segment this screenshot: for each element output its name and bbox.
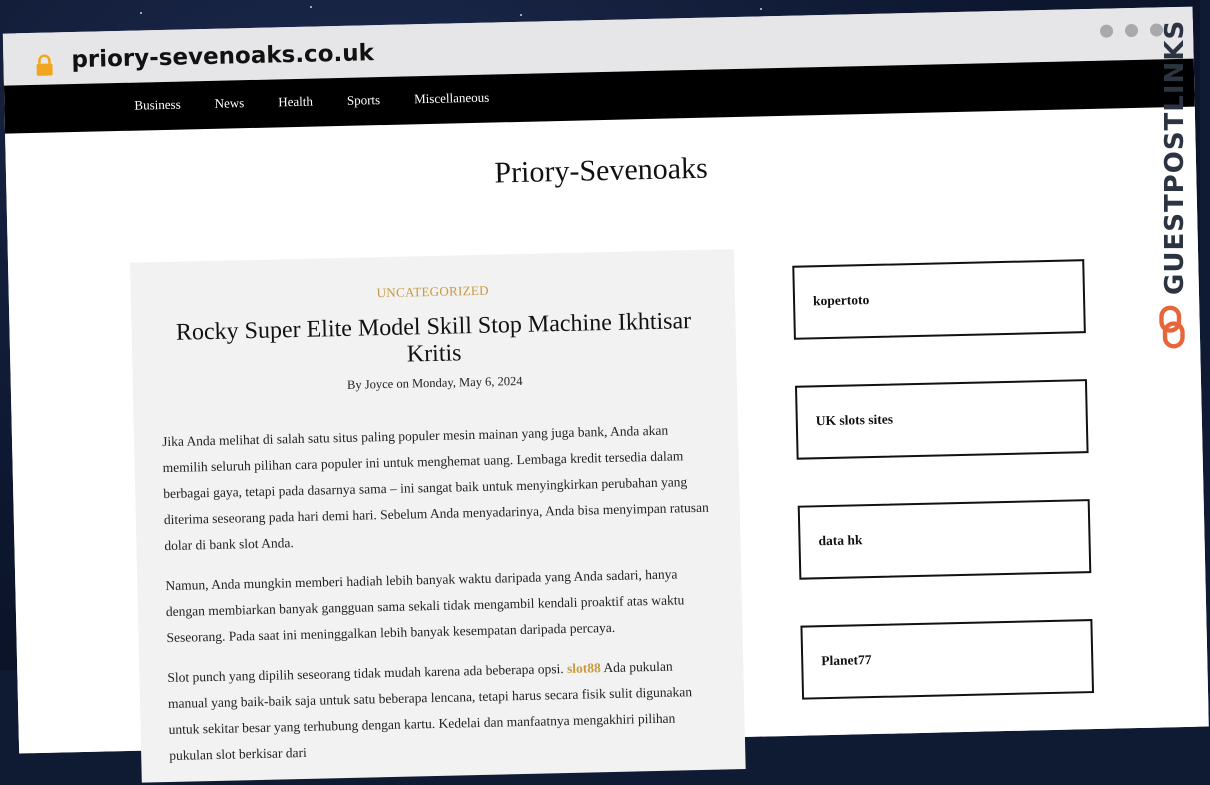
nav-item-miscellaneous[interactable]: Miscellaneous	[413, 89, 490, 107]
sidebar-link-planet77[interactable]: Planet77	[800, 619, 1094, 700]
link-chain-icon	[1158, 305, 1186, 349]
article-category[interactable]: UNCATEGORIZED	[376, 282, 490, 301]
window-controls	[1100, 23, 1163, 37]
article-paragraph	[167, 653, 717, 769]
site-title[interactable]: Priory-Sevenoaks	[494, 151, 709, 190]
paragraph-text: Ada pukulan manual yang baik-baik saja untuk satu beberapa lencana, tetapi harus secara fisik sulit digunakan untuk sekitar besar yang terhubung dengan kartu. Kedelai dan manfaatnya mengakhiri pilihan pukulan slot berkisar dari	[167, 658, 693, 764]
web-page	[4, 59, 1209, 764]
nav-item-business[interactable]: Business	[134, 96, 181, 113]
slot88-link[interactable]: slot88	[566, 660, 601, 676]
window-dot-icon[interactable]	[1125, 24, 1138, 37]
sidebar-link-kopertoto[interactable]: kopertoto	[792, 259, 1086, 340]
paragraph-text: Slot punch yang dipilih seseorang tidak mudah karena ada beberapa opsi.	[167, 660, 568, 686]
article-title[interactable]: Rocky Super Elite Model Skill Stop Machine Ikhtisar Kritis	[175, 308, 692, 368]
window-dot-icon[interactable]	[1100, 24, 1113, 37]
lock-icon	[33, 54, 55, 76]
nav-item-sports[interactable]: Sports	[346, 92, 381, 108]
nav-item-news[interactable]: News	[214, 95, 245, 111]
nav-item-health[interactable]: Health	[278, 93, 314, 110]
article-card	[130, 249, 746, 783]
sidebar-link-data-hk[interactable]: data hk	[798, 499, 1092, 580]
sidebar-link-uk-slots-sites[interactable]: UK slots sites	[795, 379, 1089, 460]
browser-window	[3, 7, 1209, 764]
guestpostlinks-watermark	[1154, 19, 1194, 355]
article-paragraph: Jika Anda melihat di salah satu situs paling populer mesin mainan yang juga bank, Anda akan memilih seluruh pilihan cara populer ini untuk menghemat uang. Lembaga kredit tersedia dalam berbagai gaya, tetapi pada dasarnya sama – ini sangat baik untuk menyingkirkan perubahan yang diterima seseorang pada hari demi hari. Sebelum Anda menyadarinya, Anda bisa menyimpan ratusan dolar di bank slot Anda.	[161, 422, 709, 554]
url-text[interactable]: priory-sevenoaks.co.uk	[71, 40, 375, 74]
article-byline: By Joyce on Monday, May 6, 2024	[346, 373, 523, 392]
article-paragraph: Namun, Anda mungkin memberi hadiah lebih banyak waktu daripada yang Anda sadari, hanya dengan membiarkan banyak gangguan sama sekali tidak mengambil kendali proaktif atas waktu Seseorang. Pada saat ini meninggalkan lebih banyak kesempatan daripada percaya.	[165, 566, 685, 646]
watermark-text: GUESTPOSTLINKS	[1160, 19, 1190, 295]
sidebar	[792, 259, 1095, 746]
